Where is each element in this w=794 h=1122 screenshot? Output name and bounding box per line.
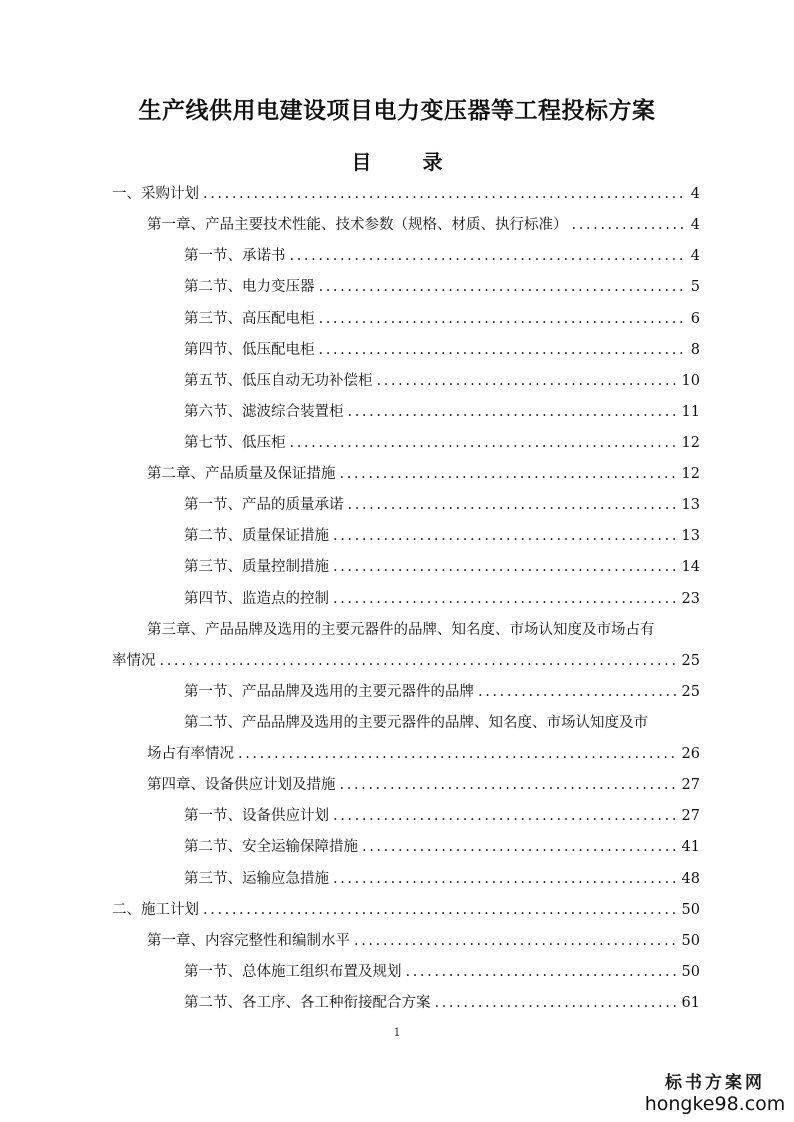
toc-entry-section-transport-emergency[interactable] xyxy=(184,869,700,889)
toc-entry-page: 27 xyxy=(681,777,700,793)
toc-entry-chapter-2[interactable] xyxy=(147,464,700,484)
toc-entry-page: 23 xyxy=(681,591,700,607)
toc-entry-construction-plan[interactable] xyxy=(112,900,700,920)
toc-entry-label: 第六节、滤波综合装置柜 xyxy=(184,404,344,420)
toc-entry-section-filter-cabinet[interactable] xyxy=(184,402,700,422)
toc-entry-section-brand[interactable] xyxy=(184,682,700,702)
toc-entry-section-quality-control[interactable] xyxy=(184,557,700,577)
toc-entry-page: 50 xyxy=(681,964,700,980)
dot-leader xyxy=(319,309,685,329)
dot-leader xyxy=(290,246,685,266)
toc-entry-label: 第二节、电力变压器 xyxy=(184,279,315,295)
dot-leader xyxy=(406,962,678,982)
dot-leader xyxy=(203,900,678,920)
toc-entry-label: 率情况 xyxy=(112,653,156,669)
dot-leader xyxy=(340,464,678,484)
toc-entry-page: 10 xyxy=(681,373,700,389)
dot-leader xyxy=(435,993,678,1013)
toc-entry-construction-chapter-1[interactable] xyxy=(147,931,700,951)
toc-entry-page: 50 xyxy=(681,933,700,949)
toc-entry-label: 第三节、高压配电柜 xyxy=(184,311,315,327)
toc-entry-section-market-share-line1[interactable]: 第二节、产品品牌及选用的主要元器件的品牌、知名度、市场认知度及市 xyxy=(184,715,648,731)
toc-entry-page: 5 xyxy=(690,279,700,295)
toc-entry-page: 13 xyxy=(681,528,700,544)
dot-leader xyxy=(348,402,678,422)
toc-entry-section-market-share[interactable] xyxy=(147,744,700,764)
toc-entry-label: 第三节、质量控制措施 xyxy=(184,559,329,575)
dot-leader xyxy=(290,433,678,453)
dot-leader xyxy=(319,277,685,297)
document-title: 生产线供用电建设项目电力变压器等工程投标方案 xyxy=(138,97,656,124)
page-number: 1 xyxy=(393,1026,401,1039)
toc-entry-page: 48 xyxy=(681,871,700,887)
toc-entry-page: 25 xyxy=(681,653,700,669)
toc-entry-procurement-plan[interactable] xyxy=(112,184,700,204)
dot-leader xyxy=(333,869,678,889)
toc-entry-label: 第一节、产品品牌及选用的主要元器件的品牌 xyxy=(184,684,474,700)
watermark-site-name: 标书方案网 xyxy=(665,1073,765,1093)
dot-leader xyxy=(333,806,678,826)
toc-entry-label: 第四章、设备供应计划及措施 xyxy=(147,777,336,793)
dot-leader xyxy=(333,589,678,609)
toc-entry-page: 4 xyxy=(690,186,700,202)
dot-leader xyxy=(238,744,678,764)
toc-entry-section-quality-commitment[interactable] xyxy=(184,495,700,515)
toc-entry-label: 第一节、设备供应计划 xyxy=(184,808,329,824)
toc-entry-label: 第二章、产品质量及保证措施 xyxy=(147,466,336,482)
dot-leader xyxy=(478,682,678,702)
toc-entry-page: 12 xyxy=(681,466,700,482)
toc-entry-label: 第一节、承诺书 xyxy=(184,248,286,264)
dot-leader xyxy=(319,340,685,360)
toc-entry-section-lv-panel[interactable] xyxy=(184,433,700,453)
toc-entry-section-hv-cabinet[interactable] xyxy=(184,309,700,329)
toc-entry-section-quality-assurance[interactable] xyxy=(184,526,700,546)
toc-entry-section-reactive-compensation[interactable] xyxy=(184,371,700,391)
toc-entry-chapter-1[interactable] xyxy=(147,215,700,235)
toc-heading: 目 录 xyxy=(351,150,465,174)
toc-entry-page: 41 xyxy=(681,839,700,855)
dot-leader xyxy=(333,526,678,546)
toc-entry-chapter-4[interactable] xyxy=(147,775,700,795)
toc-entry-section-transformer[interactable] xyxy=(184,277,700,297)
toc-entry-label: 第二节、各工序、各工种衔接配合方案 xyxy=(184,995,431,1011)
dot-leader xyxy=(203,184,684,204)
dot-leader xyxy=(340,775,678,795)
toc-entry-label: 第一章、内容完整性和编制水平 xyxy=(147,933,350,949)
toc-entry-label: 第一节、产品的质量承诺 xyxy=(184,497,344,513)
toc-entry-section-lv-cabinet[interactable] xyxy=(184,340,700,360)
toc-entry-label: 第二节、安全运输保障措施 xyxy=(184,839,358,855)
toc-entry-chapter-3-line1[interactable]: 第三章、产品品牌及选用的主要元器件的品牌、知名度、市场认知度及市场占有 xyxy=(147,622,655,638)
watermark-url: hongke98.com xyxy=(644,1093,786,1115)
toc-entry-page: 50 xyxy=(681,902,700,918)
dot-leader xyxy=(333,557,678,577)
toc-entry-label: 第二节、质量保证措施 xyxy=(184,528,329,544)
toc-entry-label: 第一节、总体施工组织布置及规划 xyxy=(184,964,402,980)
dot-leader xyxy=(354,931,678,951)
toc-entry-label: 第三节、运输应急措施 xyxy=(184,871,329,887)
dot-leader xyxy=(572,215,685,235)
dot-leader xyxy=(348,495,678,515)
dot-leader xyxy=(160,651,678,671)
toc-entry-label: 第五节、低压自动无功补偿柜 xyxy=(184,373,373,389)
toc-entry-page: 12 xyxy=(681,435,700,451)
toc-entry-page: 27 xyxy=(681,808,700,824)
toc-entry-label: 场占有率情况 xyxy=(147,746,234,762)
toc-entry-page: 25 xyxy=(681,684,700,700)
toc-entry-label: 第四节、低压配电柜 xyxy=(184,342,315,358)
toc-entry-label: 第七节、低压柜 xyxy=(184,435,286,451)
toc-entry-section-transport-safety[interactable] xyxy=(184,837,700,857)
toc-entry-page: 11 xyxy=(681,404,700,420)
toc-entry-label: 第四节、监造点的控制 xyxy=(184,591,329,607)
toc-entry-page: 26 xyxy=(681,746,700,762)
toc-entry-section-commitment[interactable] xyxy=(184,246,700,266)
dot-leader xyxy=(377,371,678,391)
toc-entry-page: 13 xyxy=(681,497,700,513)
toc-entry-chapter-3[interactable] xyxy=(112,651,700,671)
toc-entry-page: 6 xyxy=(690,311,700,327)
site-watermark xyxy=(640,1073,790,1115)
dot-leader xyxy=(362,837,678,857)
toc-entry-page: 14 xyxy=(681,559,700,575)
toc-entry-section-site-layout[interactable] xyxy=(184,962,700,982)
toc-entry-page: 4 xyxy=(690,217,700,233)
toc-entry-label: 一、采购计划 xyxy=(112,186,199,202)
toc-entry-page: 4 xyxy=(690,248,700,264)
toc-entry-section-inspection-points[interactable] xyxy=(184,589,700,609)
toc-entry-section-process-coordination[interactable] xyxy=(184,993,700,1013)
toc-entry-label: 二、施工计划 xyxy=(112,902,199,918)
toc-entry-label: 第一章、产品主要技术性能、技术参数（规格、材质、执行标准） xyxy=(147,217,568,233)
toc-entry-page: 8 xyxy=(690,342,700,358)
toc-entry-page: 61 xyxy=(681,995,700,1011)
toc-entry-section-supply-plan[interactable] xyxy=(184,806,700,826)
